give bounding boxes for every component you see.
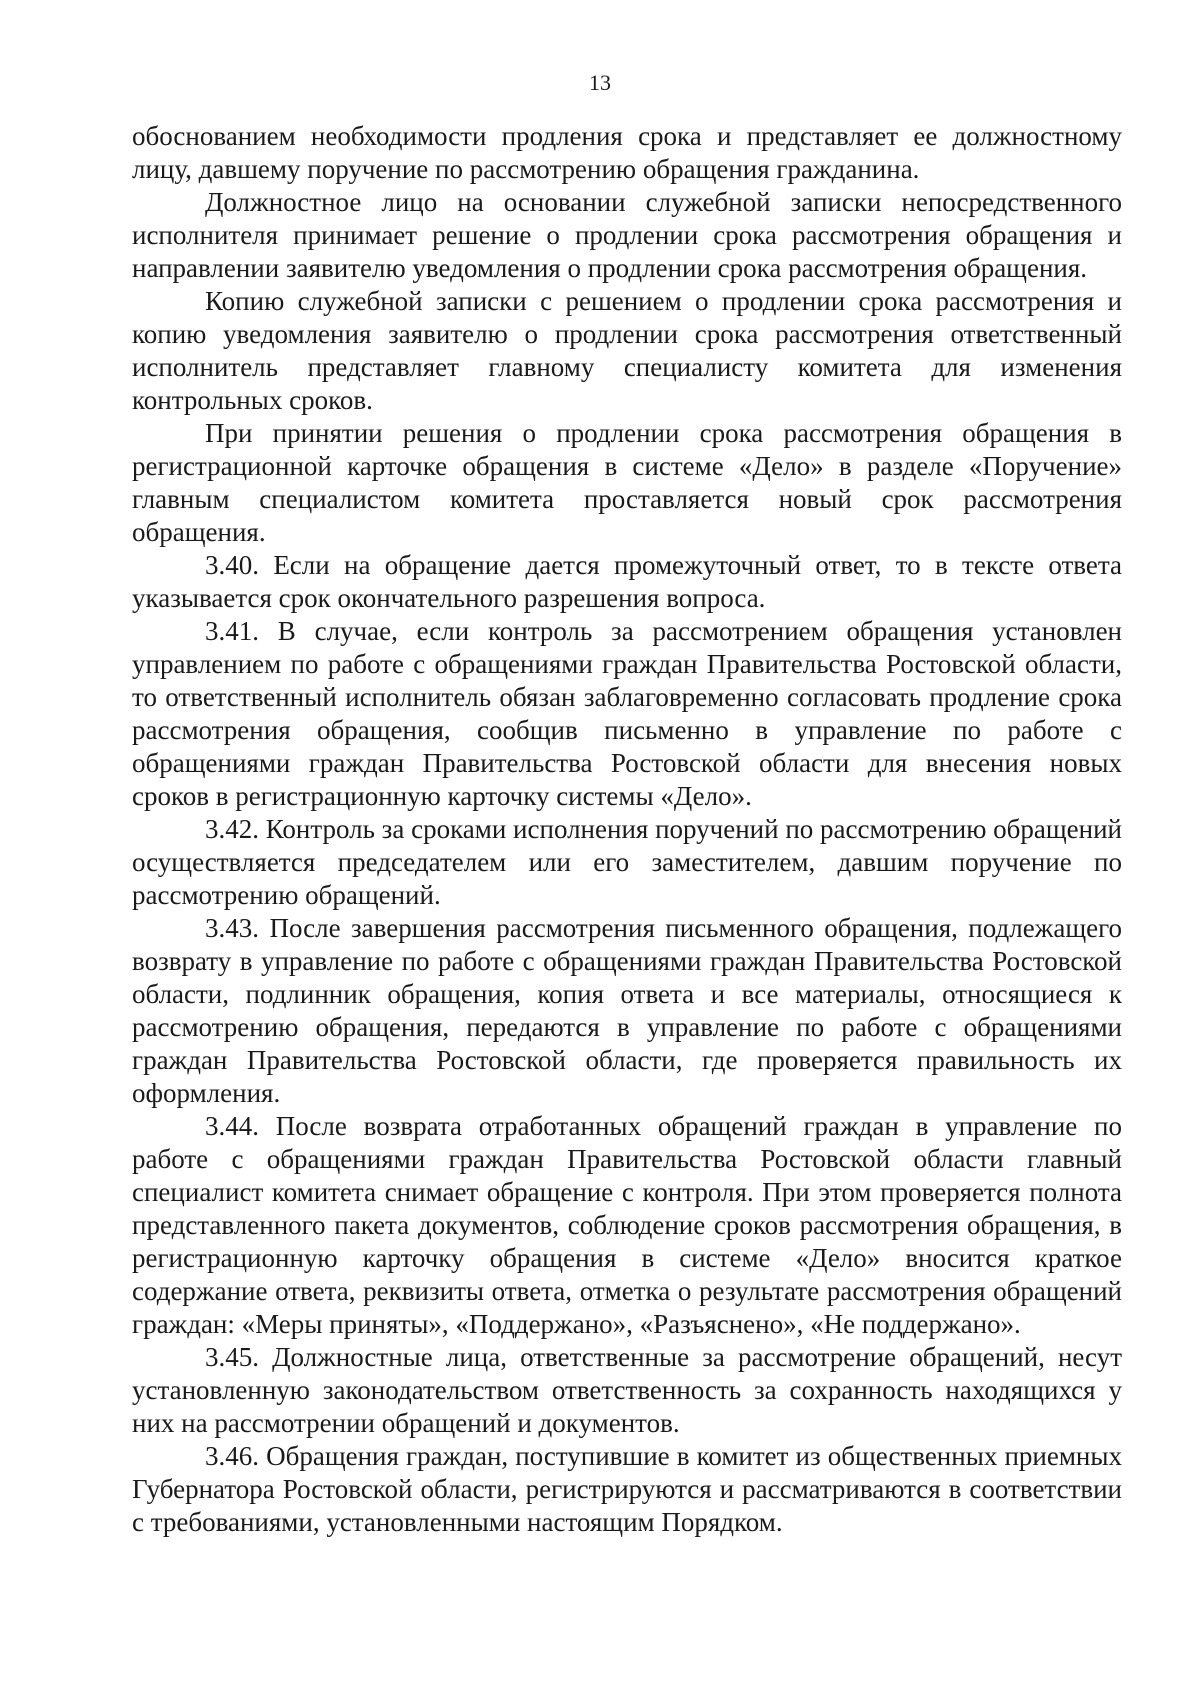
paragraph-3-41: 3.41. В случае, если контроль за рассмотрением обращения установлен управлением по работе с обращениями граждан Правительства Ростовской области, то ответственный исполнитель обязан заблаговременно согласовать продление срока рассмотрения обращения, сообщив письменно в управление по работе с обращениями граждан Правительства Ростовской области для внесения новых сроков в регистрационную карточку системы «Дело». — [132, 616, 1122, 811]
paragraph-continued: обоснованием необходимости продления срока и представляет ее должностному лицу, давшему поручение по рассмотрению обращения гражданина. — [132, 121, 1122, 184]
paragraph: Копию служебной записки с решением о продлении срока рассмотрения и копию уведомления заявителю о продлении срока рассмотрения ответственный исполнитель представляет главному специалисту комитета для изменения контрольных сроков. — [132, 286, 1122, 415]
paragraph-3-42: 3.42. Контроль за сроками исполнения поручений по рассмотрению обращений осуществляется председателем или его заместителем, давшим поручение по рассмотрению обращений. — [132, 814, 1122, 910]
paragraph: При принятии решения о продлении срока рассмотрения обращения в регистрационной карточке обращения в системе «Дело» в разделе «Поручение» главным специалистом комитета проставляется новый срок рассмотрения обращения. — [132, 418, 1122, 547]
paragraph-3-40: 3.40. Если на обращение дается промежуточный ответ, то в тексте ответа указывается срок окончательного разрешения вопроса. — [132, 550, 1122, 613]
paragraph-3-45: 3.45. Должностные лица, ответственные за рассмотрение обращений, несут установленную законодательством ответственность за сохранность находящихся у них на рассмотрении обращений и документов. — [132, 1342, 1122, 1438]
document-body — [132, 120, 1122, 1539]
paragraph-3-43: 3.43. После завершения рассмотрения письменного обращения, подлежащего возврату в управление по работе с обращениями граждан Правительства Ростовской области, подлинник обращения, копия ответа и все материалы, относящиеся к рассмотрению обращения, передаются в управление по работе с обращениями граждан Правительства Ростовской области, где проверяется правильность их оформления. — [132, 913, 1122, 1108]
page-number: 13 — [589, 70, 611, 95]
paragraph-3-46: 3.46. Обращения граждан, поступившие в комитет из общественных приемных Губернатора Ростовской области, регистрируются и рассматриваются в соответствии с требованиями, установленными настоящим Порядком. — [132, 1441, 1122, 1537]
paragraph: Должностное лицо на основании служебной записки непосредственного исполнителя принимает решение о продлении срока рассмотрения обращения и направлении заявителю уведомления о продлении срока рассмотрения обращения. — [132, 187, 1122, 283]
paragraph-3-44: 3.44. После возврата отработанных обращений граждан в управление по работе с обращениями граждан Правительства Ростовской области главный специалист комитета снимает обращение с контроля. При этом проверяется полнота представленного пакета документов, соблюдение сроков рассмотрения обращения, в регистрационную карточку обращения в системе «Дело» вносится краткое содержание ответа, реквизиты ответа, отметка о результате рассмотрения обращений граждан: «Меры приняты», «Поддержано», «Разъяснено», «Не поддержано». — [132, 1111, 1122, 1339]
